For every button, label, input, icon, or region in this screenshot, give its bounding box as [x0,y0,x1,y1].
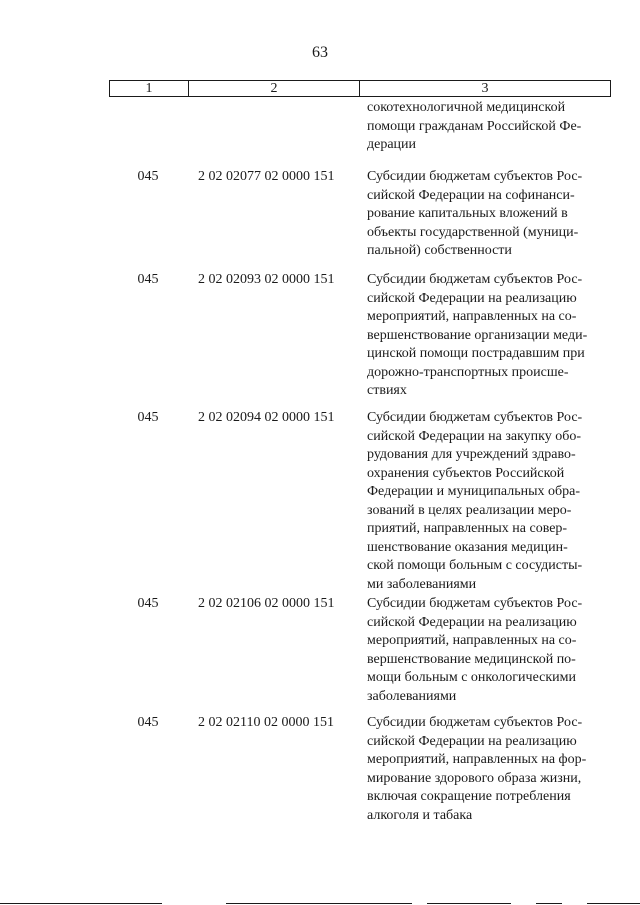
description-line: мощи больным с онкологическими [367,670,576,685]
income-description [367,409,612,594]
description-line: цинской помощи пострадавшим при [367,346,585,361]
description-line: дорожно-транспортных происше- [367,364,569,380]
continuation-description [367,99,612,155]
description-line: Субсидии бюджетам субъектов Рос- [367,272,583,287]
description-line: алкоголя и табака [367,807,473,823]
budget-classification-code: 2 02 02077 02 0000 151 [198,169,335,184]
header-cell-2: 2 [189,81,360,96]
admin-code: 045 [137,596,159,611]
description-line: сийской Федерации на софинанси- [367,187,575,203]
description-line: мероприятий, направленных на фор- [367,752,587,767]
budget-classification-code: 2 02 02094 02 0000 151 [198,410,335,425]
description-line: рудования для учреждений здраво- [367,447,576,462]
description-line: охранения субъектов Российской [367,465,565,481]
income-description [367,714,612,825]
income-description [367,271,612,401]
header-cell-3: 3 [481,81,489,96]
footer-divider [536,903,562,904]
admin-code: 045 [137,410,159,425]
description-line: мероприятий, направленных на со- [367,309,577,324]
page-number: 63 [312,44,328,61]
footer-divider [226,903,412,904]
description-line: ствиях [367,383,407,398]
description-line: сийской Федерации на закупку обо- [367,428,582,444]
description-line: Федерации и муниципальных обра- [367,484,581,499]
description-line: сийской Федерации на реализацию [367,733,577,749]
description-line: приятий, направленных на совер- [367,521,568,536]
description-line: сокотехнологичной медицинской [367,100,566,115]
description-line: мероприятий, направленных на со- [367,633,577,648]
description-line: зований в целях реализации меро- [367,502,572,518]
description-line: шенствование оказания медицин- [367,539,568,555]
admin-code: 045 [137,715,159,730]
description-line: ми заболеваниями [367,576,477,592]
income-description [367,168,612,261]
budget-classification-code: 2 02 02106 02 0000 151 [198,596,335,611]
description-line: Субсидии бюджетам субъектов Рос- [367,715,583,730]
admin-code: 045 [137,272,159,287]
budget-classification-code: 2 02 02093 02 0000 151 [198,272,335,287]
description-line: сийской Федерации на реализацию [367,614,577,630]
income-description [367,595,612,706]
admin-code: 045 [137,169,159,184]
description-line: мирование здорового образа жизни, [367,770,582,786]
footer-divider [427,903,511,904]
description-line: сийской Федерации на реализацию [367,290,577,306]
description-line: дерации [367,137,417,152]
table-header-row [109,80,611,97]
description-line: Субсидии бюджетам субъектов Рос- [367,169,583,184]
footer-divider [0,903,162,904]
description-line: заболеваниями [367,688,457,704]
footer-divider [587,903,640,904]
description-line: помощи гражданам Российской Фе- [367,118,582,134]
description-line: Субсидии бюджетам субъектов Рос- [367,596,583,611]
header-cell-1: 1 [110,81,189,96]
description-line: вершенствование организации меди- [367,327,588,343]
description-line: объекты государственной (муници- [367,224,579,240]
description-line: Субсидии бюджетам субъектов Рос- [367,410,583,425]
description-line: рование капитальных вложений в [367,206,568,221]
description-line: ской помощи больным с сосудисты- [367,558,583,573]
budget-classification-code: 2 02 02110 02 0000 151 [198,715,334,730]
description-line: пальной) собственности [367,243,512,258]
description-line: включая сокращение потребления [367,789,571,804]
description-line: вершенствование медицинской по- [367,651,576,667]
